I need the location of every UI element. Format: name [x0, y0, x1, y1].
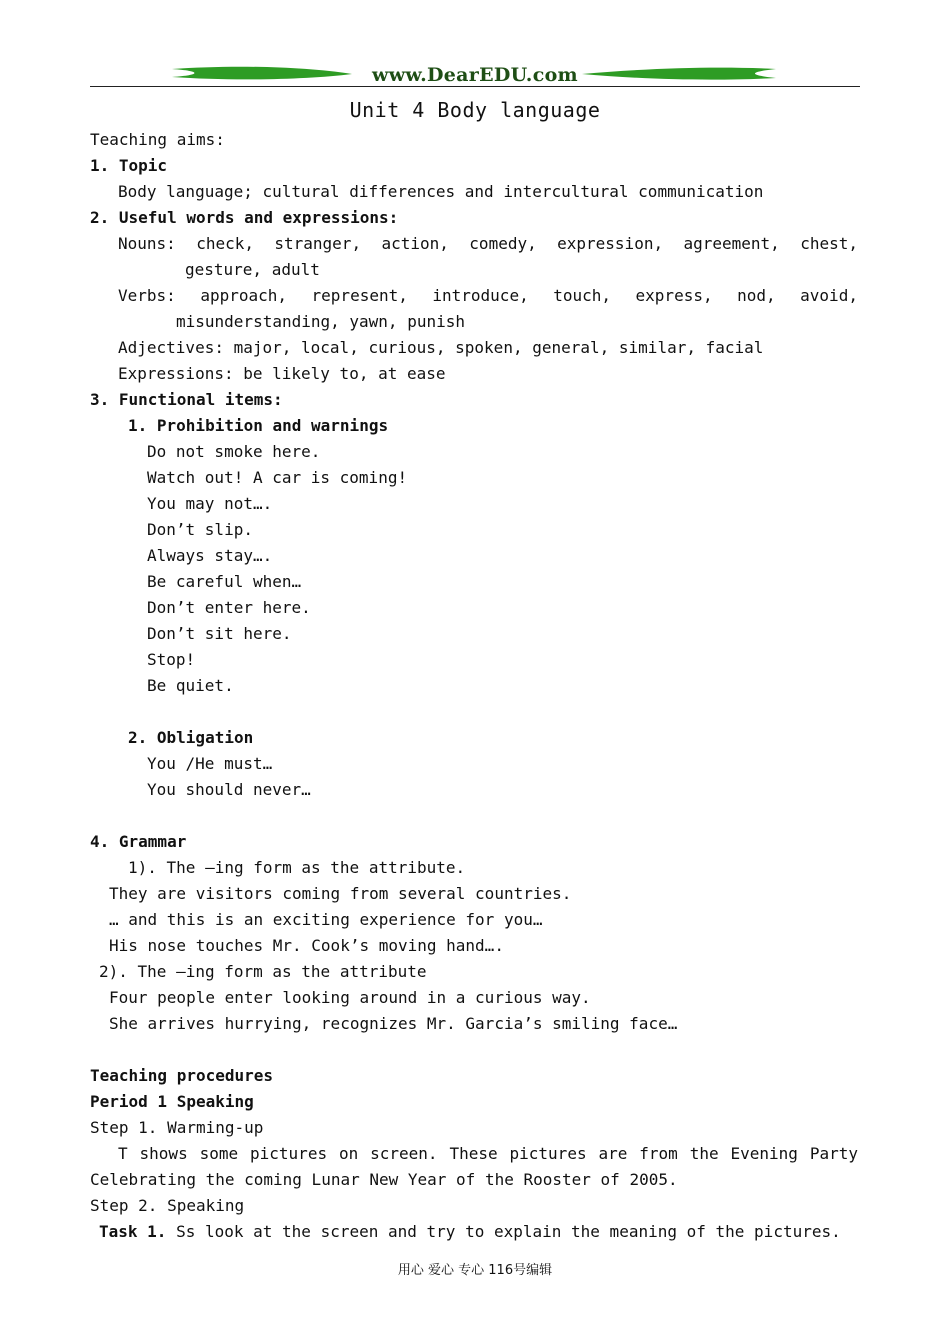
paragraph-word: are — [598, 1144, 628, 1163]
paragraph-word: shows — [139, 1144, 188, 1163]
adjectives-line: Adjectives: major, local, curious, spoken, general, similar, facial — [118, 338, 764, 357]
teaching-aims-label: Teaching aims: — [90, 130, 225, 149]
grammar-example: … and this is an exciting experience for you… — [109, 910, 543, 929]
prohibition-item: Watch out! A car is coming! — [147, 468, 408, 487]
verbs-word: nod, — [737, 286, 776, 305]
prohibition-item: Be quiet. — [147, 676, 234, 695]
nouns-word: action, — [381, 234, 449, 253]
prohibition-heading: 1. Prohibition and warnings — [128, 416, 389, 435]
task-text: Ss look at the screen and try to explain the meaning of the pictures. — [176, 1222, 841, 1241]
page-footer: 用心 爱心 专心 116号编辑 — [397, 1263, 553, 1278]
grammar-example: Four people enter looking around in a curious way. — [109, 988, 591, 1007]
step-heading: Step 2. Speaking — [90, 1196, 245, 1215]
functional-items-heading: 3. Functional items: — [90, 390, 283, 409]
nouns-word: stranger, — [274, 234, 362, 253]
period-heading: Period 1 Speaking — [90, 1092, 254, 1111]
paragraph-word: T — [118, 1144, 128, 1163]
nouns-continuation: gesture, adult — [185, 260, 320, 279]
grammar-example: His nose touches Mr. Cook’s moving hand…. — [109, 936, 504, 955]
procedures-heading: Teaching procedures — [90, 1066, 274, 1085]
paragraph-word: pictures — [509, 1144, 587, 1163]
verbs-word: express, — [635, 286, 713, 305]
prohibition-item: Don’t sit here. — [147, 624, 292, 643]
page-title: Unit 4 Body language — [349, 98, 601, 122]
topic-text: Body language; cultural differences and intercultural communication — [118, 182, 764, 201]
nouns-word: agreement, — [683, 234, 780, 253]
expressions-line: Expressions: be likely to, at ease — [118, 364, 446, 383]
task-line — [99, 1222, 841, 1242]
obligation-heading: 2. Obligation — [128, 728, 254, 747]
grammar-example: She arrives hurrying, recognizes Mr. Garcia’s smiling face… — [109, 1014, 678, 1033]
paragraph-word: These — [449, 1144, 498, 1163]
verbs-word: approach, — [200, 286, 288, 305]
verbs-word: Verbs: — [118, 286, 176, 305]
paragraph-word: Party — [809, 1144, 858, 1163]
prohibition-item: Do not smoke here. — [147, 442, 321, 461]
prohibition-item: Don’t slip. — [147, 520, 253, 539]
prohibition-item: Always stay…. — [147, 546, 273, 565]
nouns-word: Nouns: — [118, 234, 176, 253]
prohibition-item: Stop! — [147, 650, 196, 669]
nouns-line — [118, 234, 858, 254]
verbs-word: introduce, — [432, 286, 529, 305]
paragraph-word: Evening — [730, 1144, 798, 1163]
prohibition-item: Don’t enter here. — [147, 598, 311, 617]
nouns-word: expression, — [557, 234, 664, 253]
verbs-word: avoid, — [800, 286, 858, 305]
verbs-line — [118, 286, 858, 306]
task-label: Task 1. — [99, 1222, 167, 1241]
nouns-word: comedy, — [469, 234, 537, 253]
obligation-item: You /He must… — [147, 754, 273, 773]
warmup-paragraph-line — [118, 1144, 858, 1164]
topic-heading: 1. Topic — [90, 156, 168, 175]
paragraph-word: some — [199, 1144, 239, 1163]
prohibition-item: You may not…. — [147, 494, 273, 513]
nouns-word: chest, — [800, 234, 858, 253]
paragraph-word: pictures — [250, 1144, 328, 1163]
nouns-word: check, — [196, 234, 254, 253]
header-divider — [90, 86, 860, 87]
step-heading: Step 1. Warming-up — [90, 1118, 264, 1137]
verbs-word: represent, — [311, 286, 408, 305]
grammar-point: 2). The –ing form as the attribute — [99, 962, 427, 981]
useful-words-heading: 2. Useful words and expressions: — [90, 208, 399, 227]
paragraph-word: on — [338, 1144, 359, 1163]
verbs-word: touch, — [553, 286, 612, 305]
grammar-point: 1). The –ing form as the attribute. — [128, 858, 466, 877]
paragraph-word: screen. — [370, 1144, 438, 1163]
verbs-continuation: misunderstanding, yawn, punish — [176, 312, 465, 331]
site-logo: www.DearEDU.com — [372, 64, 578, 86]
paragraph-word: from — [639, 1144, 678, 1163]
paragraph-word: the — [689, 1144, 719, 1163]
grammar-heading: 4. Grammar — [90, 832, 187, 851]
grammar-example: They are visitors coming from several countries. — [109, 884, 572, 903]
prohibition-item: Be careful when… — [147, 572, 302, 591]
obligation-item: You should never… — [147, 780, 311, 799]
warmup-paragraph-continuation: Celebrating the coming Lunar New Year of the Rooster of 2005. — [90, 1170, 678, 1189]
